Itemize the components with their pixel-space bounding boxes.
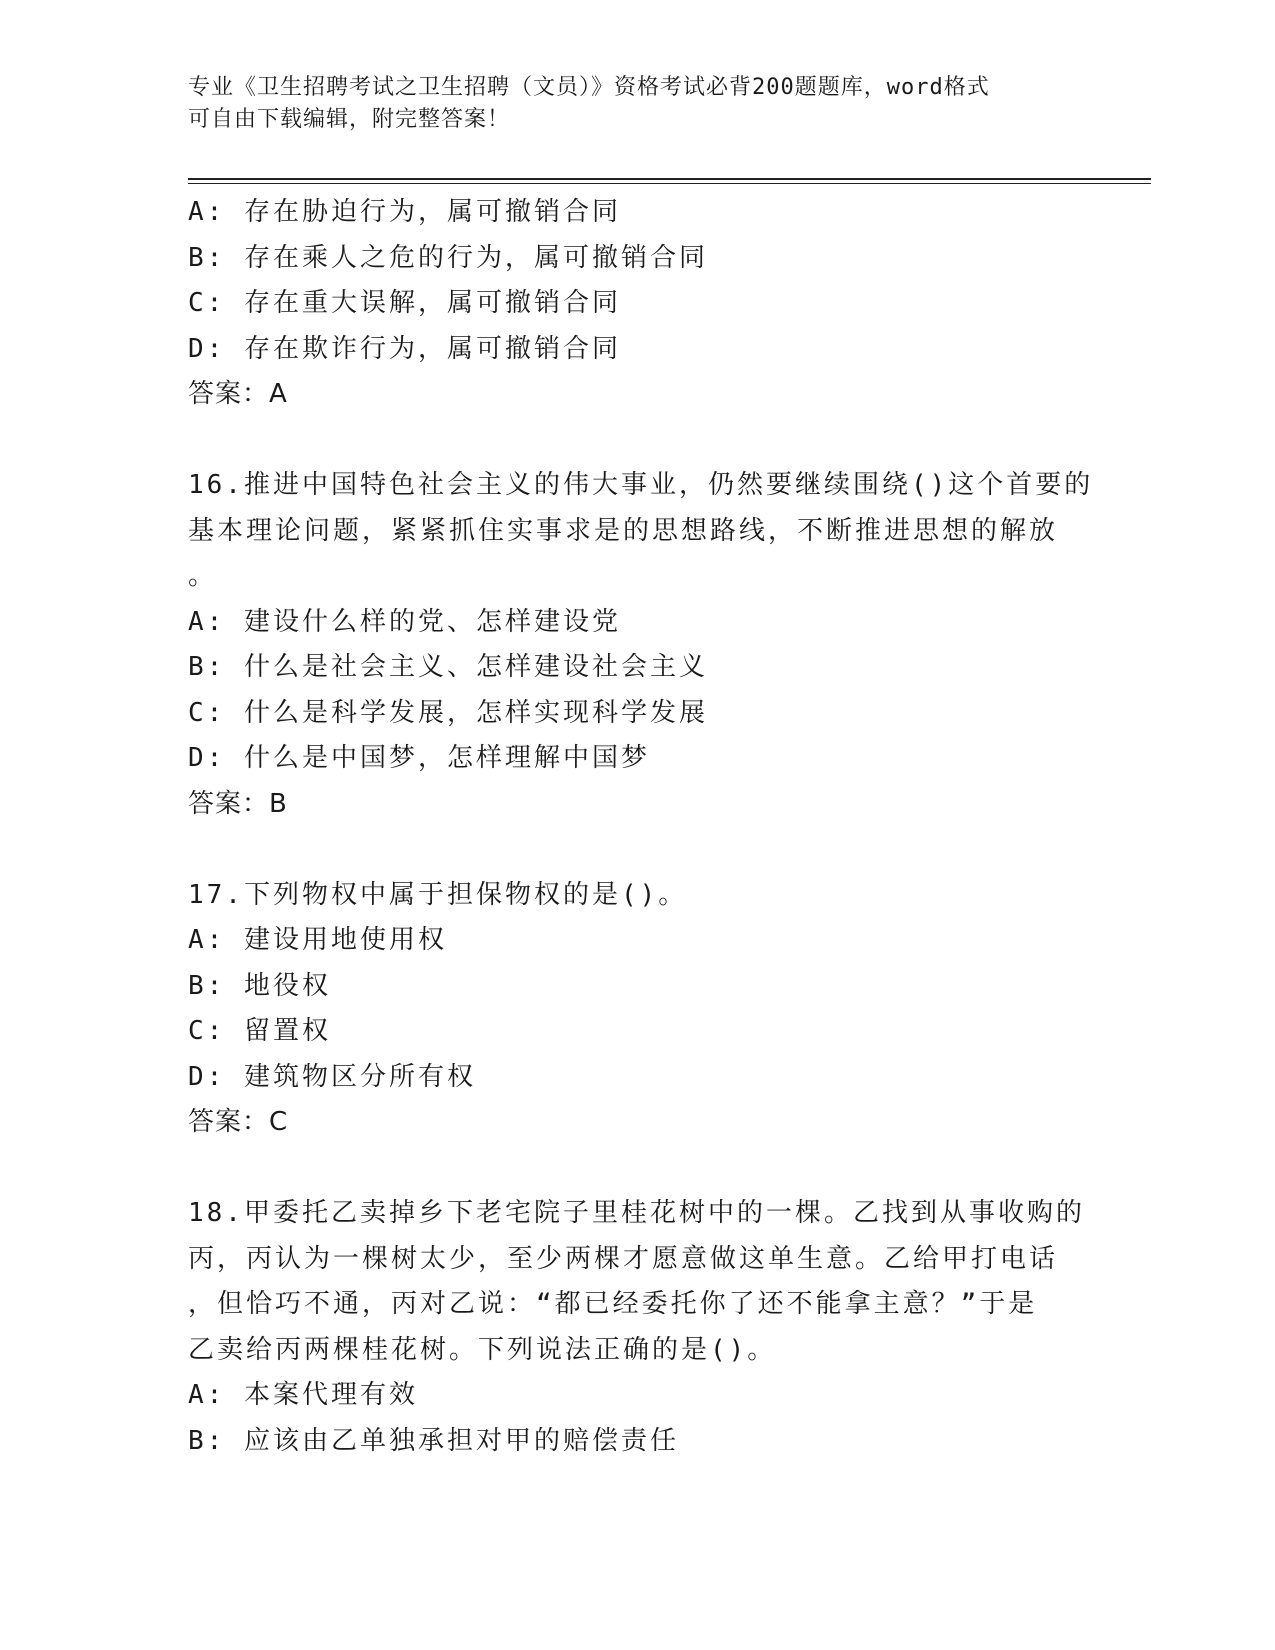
option-a: A: 本案代理有效 [188,1380,418,1410]
option-b: B: 地役权 [188,970,331,1001]
header-line-1: 专业《卫生招聘考试之卫生招聘（文员）》资格考试必背200题题库，word格式 [188,75,990,100]
spacer [188,418,1088,464]
question-16 [188,463,1094,827]
answer-line: 答案：C [188,1107,289,1137]
spacer [188,1146,1088,1192]
option-b: B: 应该由乙单独承担对甲的赔偿责任 [188,1425,679,1456]
header-divider-thick [188,178,1151,180]
stem-line: 丙，丙认为一棵树太少，至少两棵才愿意做这单生意。乙给甲打电话 [188,1243,1059,1274]
option-b: B: 存在乘人之危的行为，属可撤销合同 [188,242,708,273]
option-d: D: 存在欺诈行为，属可撤销合同 [188,333,621,364]
stem-line: ，但恰巧不通，丙对乙说：“都已经委托你了还不能拿主意？”于是 [188,1289,1038,1319]
question-18 [188,1191,1088,1464]
answer-line: 答案：A [188,379,288,409]
question-stem [188,1191,1088,1373]
stem-line: 18.甲委托乙卖掉乡下老宅院子里桂花树中的一棵。乙找到从事收购的 [188,1198,1085,1228]
stem-line: 17.下列物权中属于担保物权的是()。 [188,879,688,910]
option-c: C: 留置权 [188,1016,331,1046]
question-stem [188,873,1088,919]
stem-line: 基本理论问题，紧紧抓住实事求是的思想路线，不断推进思想的解放 [188,515,1059,546]
question-list [188,190,1094,1464]
option-b: B: 什么是社会主义、怎样建设社会主义 [188,652,708,682]
header-line-2: 可自由下载编辑，附完整答案！ [188,107,511,132]
stem-line: 16.推进中国特色社会主义的伟大事业，仍然要继续围绕()这个首要的 [188,470,1094,500]
option-a: A: 建设什么样的党、怎样建设党 [188,606,621,637]
option-d: D: 什么是中国梦，怎样理解中国梦 [188,743,650,773]
document-header [188,72,1068,136]
answer-line: 答案：B [188,788,288,819]
question-stem [188,463,1094,600]
option-c: C: 什么是科学发展，怎样实现科学发展 [188,697,708,728]
header-divider-thin [188,183,1151,184]
option-c: C: 存在重大误解，属可撤销合同 [188,288,621,318]
spacer [188,827,1088,873]
option-d: D: 建筑物区分所有权 [188,1061,476,1092]
stem-line: 乙卖给丙两棵桂花树。下列说法正确的是()。 [188,1334,777,1365]
question-17 [188,873,1088,1146]
question-15 [188,190,1088,418]
option-a: A: 建设用地使用权 [188,925,447,955]
option-a: A: 存在胁迫行为，属可撤销合同 [188,197,621,227]
stem-line: 。 [188,561,218,591]
